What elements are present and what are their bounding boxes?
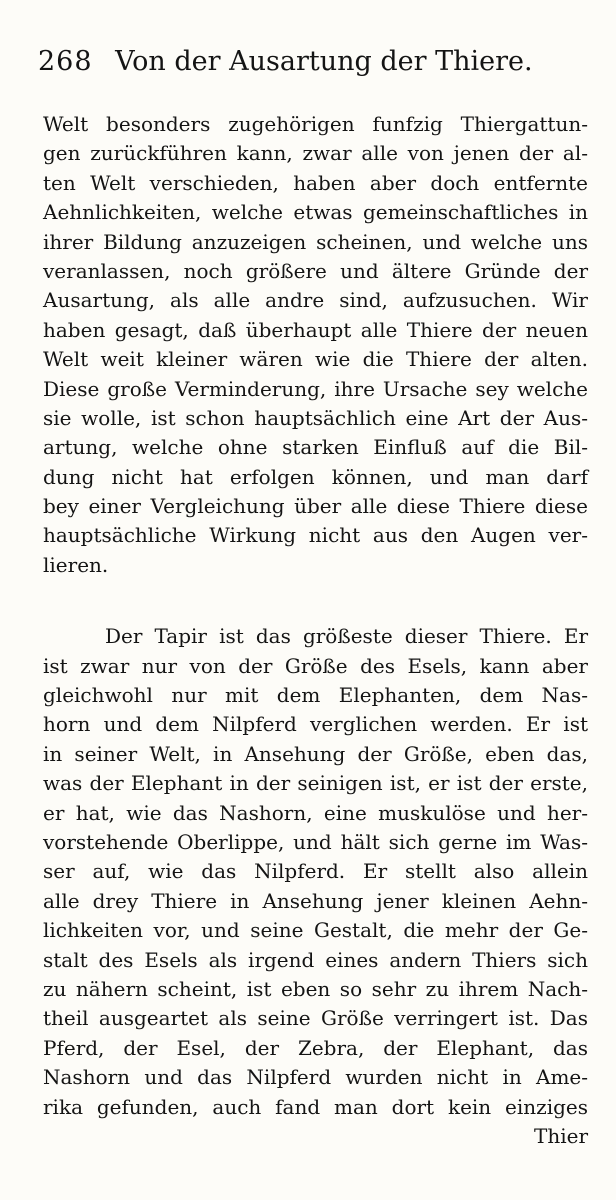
text-line: zu nähern scheint, ist eben so sehr zu ihrem Nach- (43, 976, 588, 1001)
text-line: gen zurückführen kann, zwar alle von jenen der al- (43, 141, 588, 166)
text-line: lichkeiten vor, und seine Gestalt, die mehr der Ge- (43, 918, 588, 943)
text-line: sie wolle, ist schon hauptsächlich eine Art der Aus- (43, 405, 588, 430)
text-line: Nashorn und das Nilpferd wurden nicht in Ame- (43, 1065, 588, 1090)
text-line: ten Welt verschieden, haben aber doch entfernte (43, 170, 588, 195)
text-line: Aehnlichkeiten, welche etwas gemeinschaftliches in (43, 200, 588, 225)
page-number: 268 (38, 46, 93, 77)
text-line: ser auf, wie das Nilpferd. Er stellt also allein (43, 859, 588, 884)
text-line: ist zwar nur von der Größe des Esels, kann aber (43, 653, 588, 678)
catchword: Thier (533, 1123, 588, 1148)
text-line: in seiner Welt, in Ansehung der Größe, eben das, (43, 741, 588, 766)
text-line: gleichwohl nur mit dem Elephanten, dem Nas- (43, 683, 588, 708)
paragraph-spacer (43, 580, 588, 622)
text-line: Welt besonders zugehörigen funfzig Thiergattun- (43, 112, 588, 136)
body-text (43, 110, 588, 1151)
text-line: dung nicht hat erfolgen können, und man darf (43, 464, 588, 489)
text-line: vorstehende Oberlippe, und hält sich gerne im Was- (43, 829, 588, 854)
text-line: artung, welche ohne starken Einfluß auf die Bil- (43, 435, 588, 460)
text-line: theil ausgeartet als seine Größe verringert ist. Das (43, 1006, 588, 1031)
text-line: hauptsächliche Wirkung nicht aus den Augen ver- (43, 523, 588, 548)
text-line: bey einer Vergleichung über alle diese Thiere diese (43, 494, 588, 519)
text-line: horn und dem Nilpferd verglichen werden. Er ist (43, 712, 588, 737)
running-title: Von der Ausartung der Thiere. (115, 46, 533, 77)
text-line: Welt weit kleiner wären wie die Thiere der alten. (43, 347, 588, 372)
text-line: haben gesagt, daß überhaupt alle Thiere der neuen (43, 317, 588, 342)
text-line: er hat, wie das Nashorn, eine muskulöse und her- (43, 800, 588, 825)
text-line: Ausartung, als alle andre sind, aufzusuchen. Wir (43, 288, 588, 313)
text-line: alle drey Thiere in Ansehung jener kleinen Aehn- (43, 888, 588, 913)
text-line: Der Tapir ist das größeste dieser Thiere. Er (105, 624, 588, 649)
text-line: Pferd, der Esel, der Zebra, der Elephant, das (43, 1035, 588, 1060)
paragraph-1 (43, 110, 588, 580)
text-line: veranlassen, noch größere und ältere Gründe der (43, 258, 588, 283)
text-line: was der Elephant in der seinigen ist, er ist der erste, (43, 771, 588, 796)
text-line: ihrer Bildung anzuzeigen scheinen, und welche uns (43, 229, 588, 254)
text-line: rika gefunden, auch fand man dort kein einziges (43, 1094, 588, 1119)
text-line: stalt des Esels als irgend eines andern Thiers sich (43, 947, 588, 972)
text-line: Diese große Verminderung, ihre Ursache sey welche (43, 376, 588, 401)
text-line: lieren. (43, 552, 109, 577)
page-header (38, 42, 598, 82)
paragraph-2 (43, 622, 588, 1122)
